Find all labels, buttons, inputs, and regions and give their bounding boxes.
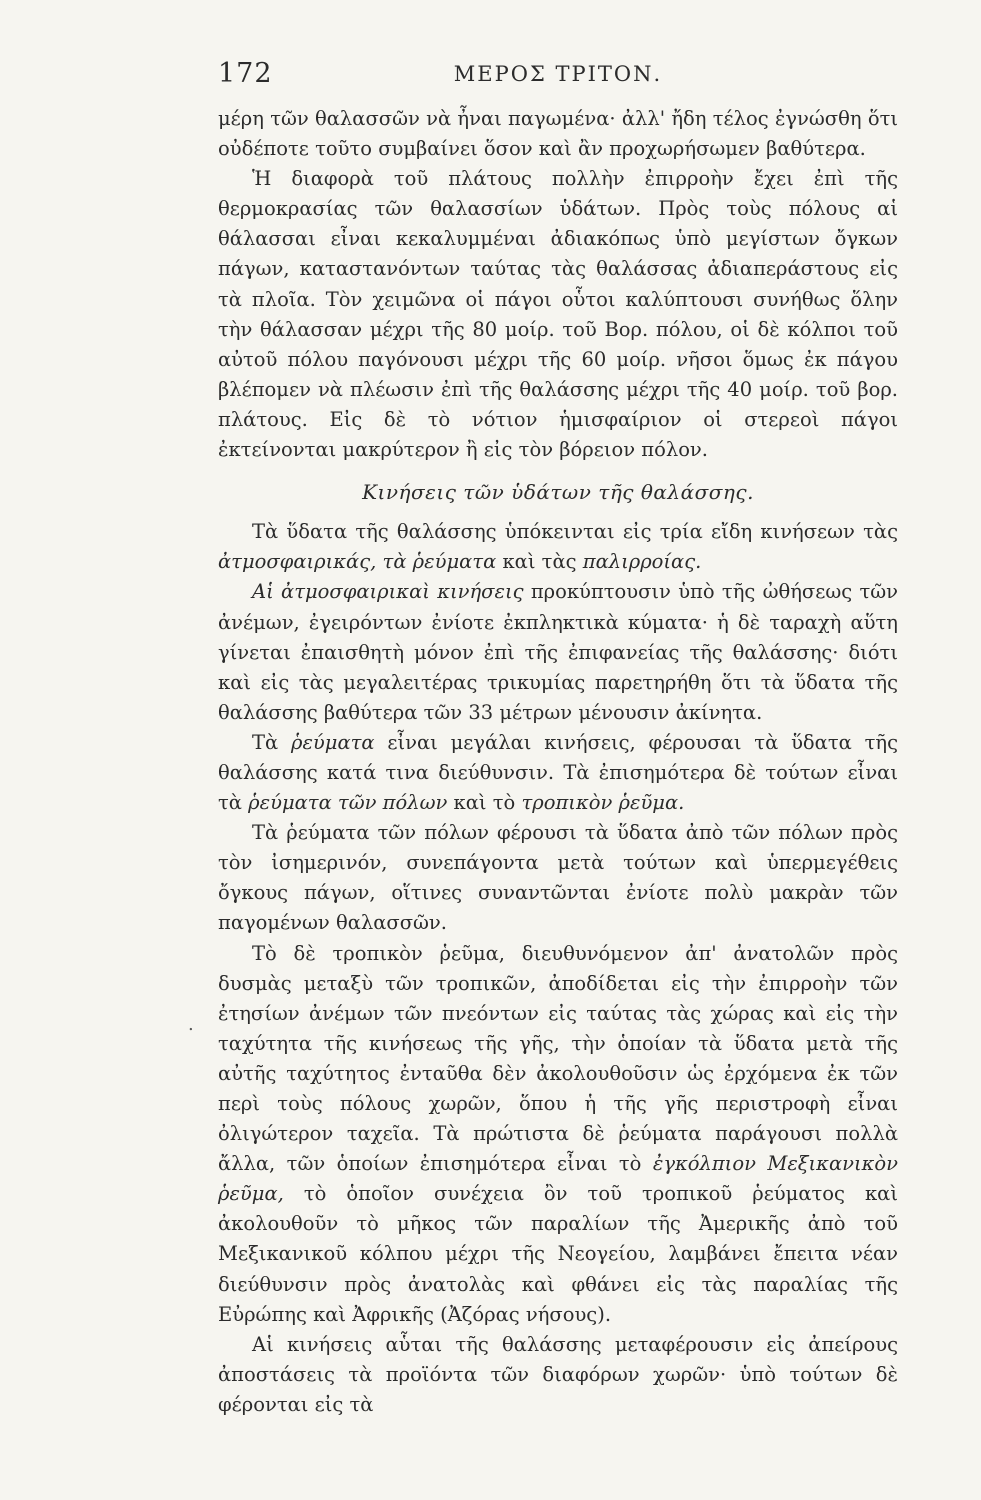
- text-span: καὶ τὰς: [496, 550, 583, 574]
- italic-term: ἐγκόλπιον Μεξικανικὸν ῥεῦμα,: [218, 1152, 898, 1206]
- paragraph-transport: Αἱ κινήσεις αὗται τῆς θαλάσσης μεταφέρουσιν εἰς ἀπείρους ἀποστάσεις τὰ προϊόντα τῶν διαφόρων χωρῶν· ὑπὸ τούτων δὲ φέρονται εἰς τὰ: [218, 1332, 898, 1416]
- section-heading: Κινήσεις τῶν ὑδάτων τῆς θαλάσσης.: [362, 480, 754, 505]
- running-title: ΜΕΡΟΣ ΤΡΙΤΟΝ.: [453, 62, 663, 86]
- italic-term: τροπικὸν ῥεῦμα.: [521, 791, 685, 815]
- paragraph-atmospheric: [218, 577, 898, 727]
- text-span: Τὰ ὕδατα τῆς θαλάσσης ὑπόκεινται εἰς τρία εἴδη κινήσεων τὰς: [252, 520, 898, 544]
- page-header: [218, 58, 898, 98]
- text-span: Τὰ: [252, 730, 291, 754]
- paragraph-continuation: μέρη τῶν θαλασσῶν νὰ ἦναι παγωμένα· ἀλλ' ἤδη τέλος ἐγνώσθη ὅτι οὐδέποτε τοῦτο συμβαίνει ὅσον καὶ ἂν προχωρήσωμεν βαθύτερα.: [218, 107, 898, 161]
- italic-term: ῥεύματα τῶν πόλων: [248, 791, 448, 815]
- body-text: [218, 104, 898, 1420]
- italic-term: Αἱ ἀτμοσφαιρικαὶ κινήσεις: [252, 580, 524, 604]
- text-span: Τὸ δὲ τροπικὸν ῥεῦμα, διευθυνόμενον ἀπ' ἀνατολῶν πρὸς δυσμὰς μεταξὺ τῶν τροπικῶν, ἀποδίδεται εἰς τὴν ἐπιρροὴν τῶν ἐτησίων ἀνέμων τῶν πνεόντων εἰς ταύτας τὰς χώρας καὶ εἰς τὴν ταχύτητα τῆς κινήσεως τῆς γῆς, τὴν ὁποίαν τὰ ὕδατα μετὰ τῆς αὐτῆς ταχύτητος ἐνταῦθα δὲν ἀκολουθοῦσιν ὡς ἐρχόμενα ἐκ τῶν περὶ τοὺς πόλους χωρῶν, ὅπου ἡ τῆς γῆς περιστροφὴ εἶναι ὀλιγώτερον ταχεῖα. Τὰ πρώτιστα δὲ ῥεύματα παράγουσι πολλὰ ἄλλα, τῶν ὁποίων ἐπισημότερα εἶναι τὸ: [218, 941, 898, 1176]
- paragraph-tropical-current: [218, 939, 898, 1330]
- text-span: τὸ ὁποῖον συνέχεια ὂν τοῦ τροπικοῦ ῥεύματος καὶ ἀκολουθοῦν τὸ μῆκος τῶν παραλίων τῆς Ἀμερικῆς ἀπὸ τοῦ Μεξικανικοῦ κόλπου μέχρι τῆς Νεογείου, λαμβάνει ἔπειτα νέαν διεύθυνσιν πρὸς ἀνατολὰς καὶ φθάνει εἰς τὰς παραλίας τῆς Εὐρώπης καὶ Ἀφρικῆς (Ἀζόρας νήσους).: [218, 1182, 898, 1326]
- paragraph-currents: [218, 728, 898, 818]
- paragraph-kinds-of-motion: [218, 517, 898, 577]
- page-number: 172: [218, 58, 273, 89]
- text-span: προκύπτουσιν ὑπὸ τῆς ὠθήσεως τῶν ἀνέμων, ἐγειρόντων ἐνίοτε ἐκπληκτικὰ κύματα· ἡ δὲ ταραχὴ αὕτη γίνεται ἐπαισθητὴ μόνον ἐπὶ τῆς ἐπιφανείας τῆς θαλάσσης· διότι καὶ εἰς τὰς μεγαλειτέρας τρικυμίας παρετηρήθη ὅτι τὰ ὕδατα τῆς θαλάσσης βαθύτερα τῶν 33 μέτρων μένουσιν ἀκίνητα.: [218, 580, 899, 724]
- margin-mark: .: [188, 1014, 194, 1035]
- italic-term: παλιρροίας.: [582, 550, 702, 574]
- paragraph-latitude: Ἡ διαφορὰ τοῦ πλάτους πολλὴν ἐπιρροὴν ἔχει ἐπὶ τῆς θερμοκρασίας τῶν θαλασσίων ὑδάτων. Πρὸς τοὺς πόλους αἱ θάλασσαι εἶναι κεκαλυμμέναι ἀδιακόπως ὑπὸ μεγίστων ὄγκων πάγων, καταστανόντων ταύτας τὰς θαλάσσας ἀδιαπεράστους εἰς τὰ πλοῖα. Τὸν χειμῶνα οἱ πάγοι οὗτοι καλύπτουσι συνήθως ὅλην τὴν θάλασσαν μέχρι τῆς 80 μοίρ. τοῦ Βορ. πόλου, οἱ δὲ κόλποι τοῦ αὐτοῦ πόλου παγόνουσι μέχρι τῆς 60 μοίρ. νῆσοι ὅμως ἐκ πάγου βλέπομεν νὰ πλέωσιν ἐπὶ τῆς θαλάσσης μέχρι τῆς 40 μοίρ. τοῦ βορ. πλάτους. Εἰς δὲ τὸ νότιον ἡμισφαίριον οἱ στερεοὶ πάγοι ἐκτείνονται μακρύτερον ἢ εἰς τὸν βόρειον πόλον.: [218, 167, 898, 462]
- text-span: εἶναι μεγάλαι κινήσεις, φέρουσαι τὰ ὕδατα τῆς θαλάσσης κατά τινα διεύθυνσιν. Τὰ ἐπισημότερα δὲ τούτων εἶναι τὰ: [218, 730, 898, 815]
- paragraph-polar-currents: Τὰ ῥεύματα τῶν πόλων φέρουσι τὰ ὕδατα ἀπὸ τῶν πόλων πρὸς τὸν ἰσημερινόν, συνεπάγοντα μετὰ τούτων καὶ ὑπερμεγέθεις ὄγκους πάγων, οἵτινες συναντῶνται ἐνίοτε πολὺ μακρὰν τῶν παγομένων θαλασσῶν.: [218, 821, 898, 935]
- italic-term: ῥεύματα: [290, 730, 375, 754]
- text-span: καὶ τὸ: [447, 791, 522, 815]
- italic-term: ἀτμοσφαιρικάς, τὰ ῥεύματα: [218, 550, 497, 574]
